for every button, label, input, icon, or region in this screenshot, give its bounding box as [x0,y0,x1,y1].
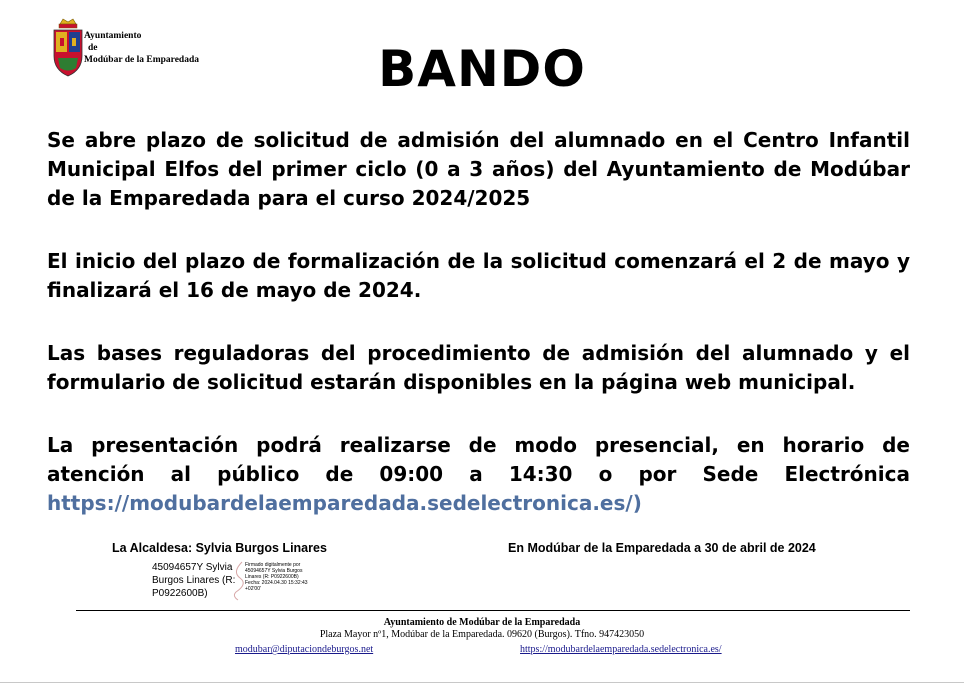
page-title: BANDO [378,40,586,98]
footer-divider [76,610,910,611]
cert-line-3: Linares (R: P0922600B) [245,574,299,580]
paragraph-dates: El inicio del plazo de formalización de la solicitud comenzará el 2 de mayo y finalizará el 16 de mayo de 2024. [47,249,910,302]
signature-place-date: En Modúbar de la Emparedada a 30 de abril de 2024 [508,541,816,555]
sede-link[interactable]: https://modubardelaemparedada.sedelectronica.es/) [47,491,642,515]
footer-org-name: Ayuntamiento de Modúbar de la Emparedada [383,617,581,628]
signer-line-2: Burgos Linares (R: [152,575,236,586]
presentation-text: La presentación podrá realizarse de modo presencial, en horario de atención al público de 09:00 a 14:30 o por Sede Electrónica [47,433,910,486]
footer-website-link[interactable]: https://modubardelaemparedada.sedelectronica.es/ [520,644,722,655]
footer [0,617,964,641]
paragraph-presentation [47,431,910,518]
signer-line-3: P0922600B) [152,588,208,599]
org-line-1: Ayuntamiento [84,31,142,41]
cert-line-2: 45094657Y Sylvia Burgos [245,568,303,574]
paragraph-enrollment: Se abre plazo de solicitud de admisión del alumnado en el Centro Infantil Municipal Elfos del primer ciclo (0 a 3 años) del Ayuntamiento de Modúbar de la Emparedada para el curso 2024/2025 [47,128,910,210]
paragraph-bases: Las bases reguladoras del procedimiento de admisión del alumnado y el formulario de solicitud estarán disponibles en la página web municipal. [47,341,910,394]
org-line-3: Modúbar de la Emparedada [84,55,199,65]
footer-email-link[interactable]: modubar@diputaciondeburgos.net [235,644,374,655]
page-bottom-border [0,682,964,683]
digital-signature-certificate [245,562,330,592]
cert-line-5: +02'00' [245,586,261,592]
org-line-2: de [88,43,98,53]
mayor-signature-label: La Alcaldesa: Sylvia Burgos Linares [112,541,327,555]
cert-line-1: Firmado digitalmente por [245,562,301,568]
footer-address: Plaza Mayor nº1, Modúbar de la Emparedada. 09620 (Burgos). Tfno. 947423050 [319,629,645,640]
announcement-body [47,126,910,552]
cert-line-4: Fecha: 2024.04.30 15:32:43 [245,580,308,586]
signer-line-1: 45094657Y Sylvia [152,562,233,573]
